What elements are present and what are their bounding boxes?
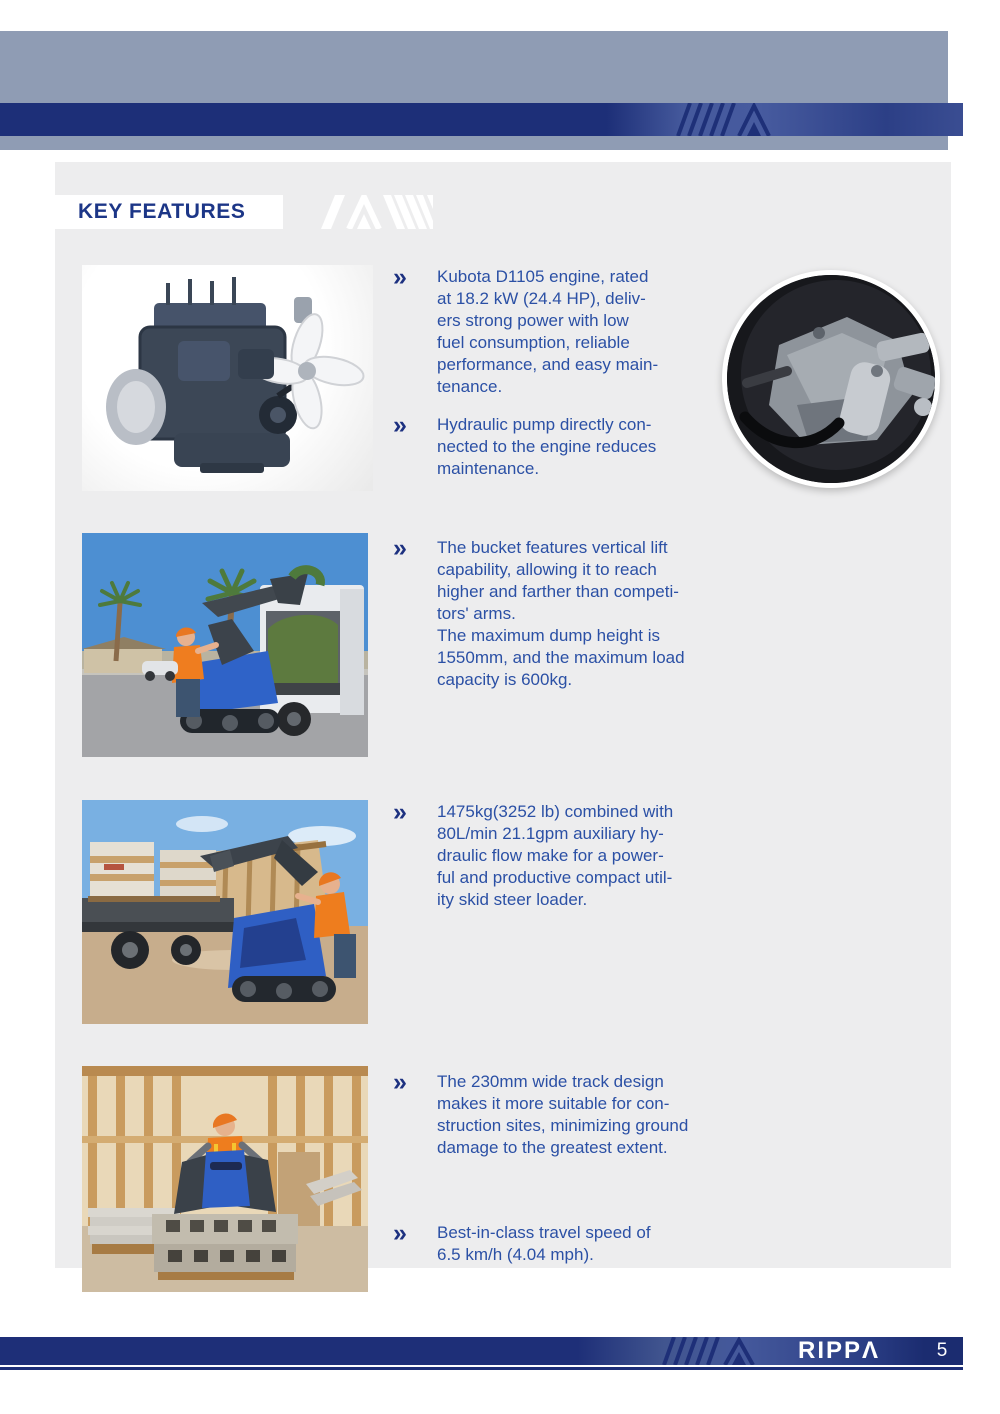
chevron-bullet-icon: » bbox=[393, 534, 405, 562]
feature-text: Best-in-class travel speed of 6.5 km/h (4.04 mph). bbox=[437, 1223, 651, 1264]
feature-item-engine bbox=[393, 263, 749, 398]
feature-text: Hydraulic pump directly con- nected to the engine reduces maintenance. bbox=[437, 415, 657, 478]
engine-photo bbox=[82, 265, 373, 491]
engine-illustration bbox=[82, 265, 373, 491]
page-number: 5 bbox=[936, 1340, 948, 1361]
brand-logo: RIPPΛ bbox=[798, 1337, 881, 1364]
pump-illustration bbox=[727, 275, 940, 488]
indoor-illustration bbox=[82, 1066, 368, 1292]
feature-text: Kubota D1105 engine, rated at 18.2 kW (24.4 HP), deliv- ers strong power with low fuel consumption, reliable performance, and easy main- tenance. bbox=[437, 267, 659, 396]
pallet-loading-photo bbox=[82, 800, 368, 1024]
chevron-bullet-icon: » bbox=[393, 263, 405, 291]
feature-item-track-design bbox=[393, 1068, 749, 1159]
diagonal-stripes-icon bbox=[676, 103, 771, 136]
feature-item-weight-flow bbox=[393, 798, 749, 911]
chevron-bullet-icon: » bbox=[393, 1219, 405, 1247]
hydraulic-pump-photo bbox=[722, 270, 940, 488]
loading-illustration bbox=[82, 800, 368, 1024]
indoor-carry-photo bbox=[82, 1066, 368, 1292]
feature-item-bucket-lift bbox=[393, 534, 749, 691]
chevron-bullet-icon: » bbox=[393, 798, 405, 826]
footer-diagonal-stripes-icon bbox=[662, 1337, 757, 1365]
feature-item-travel-speed bbox=[393, 1219, 749, 1266]
feature-text: The bucket features vertical lift capability, allowing it to reach higher and farther than competi- tors' arms. The maximum dump height is 1550mm, and the maximum load capacity is 600kg. bbox=[437, 538, 685, 689]
top-banner-navy-stripe bbox=[0, 103, 963, 136]
section-title: KEY FEATURES bbox=[78, 200, 246, 223]
chevron-bullet-icon: » bbox=[393, 1068, 405, 1096]
street-dumping-photo bbox=[82, 533, 368, 757]
feature-text: 1475kg(3252 lb) combined with 80L/min 21.1gpm auxiliary hy- draulic flow make for a power- ful and productive compact util- ity skid steer loader. bbox=[437, 802, 674, 909]
street-illustration bbox=[82, 533, 368, 757]
feature-item-hydraulic-pump bbox=[393, 411, 749, 480]
footer-divider-navy bbox=[0, 1367, 963, 1370]
chevron-bullet-icon: » bbox=[393, 411, 405, 439]
title-diagonal-stripes-icon bbox=[283, 195, 433, 229]
feature-text: The 230mm wide track design makes it more suitable for con- struction sites, minimizing ground damage to the greatest extent. bbox=[437, 1072, 689, 1157]
